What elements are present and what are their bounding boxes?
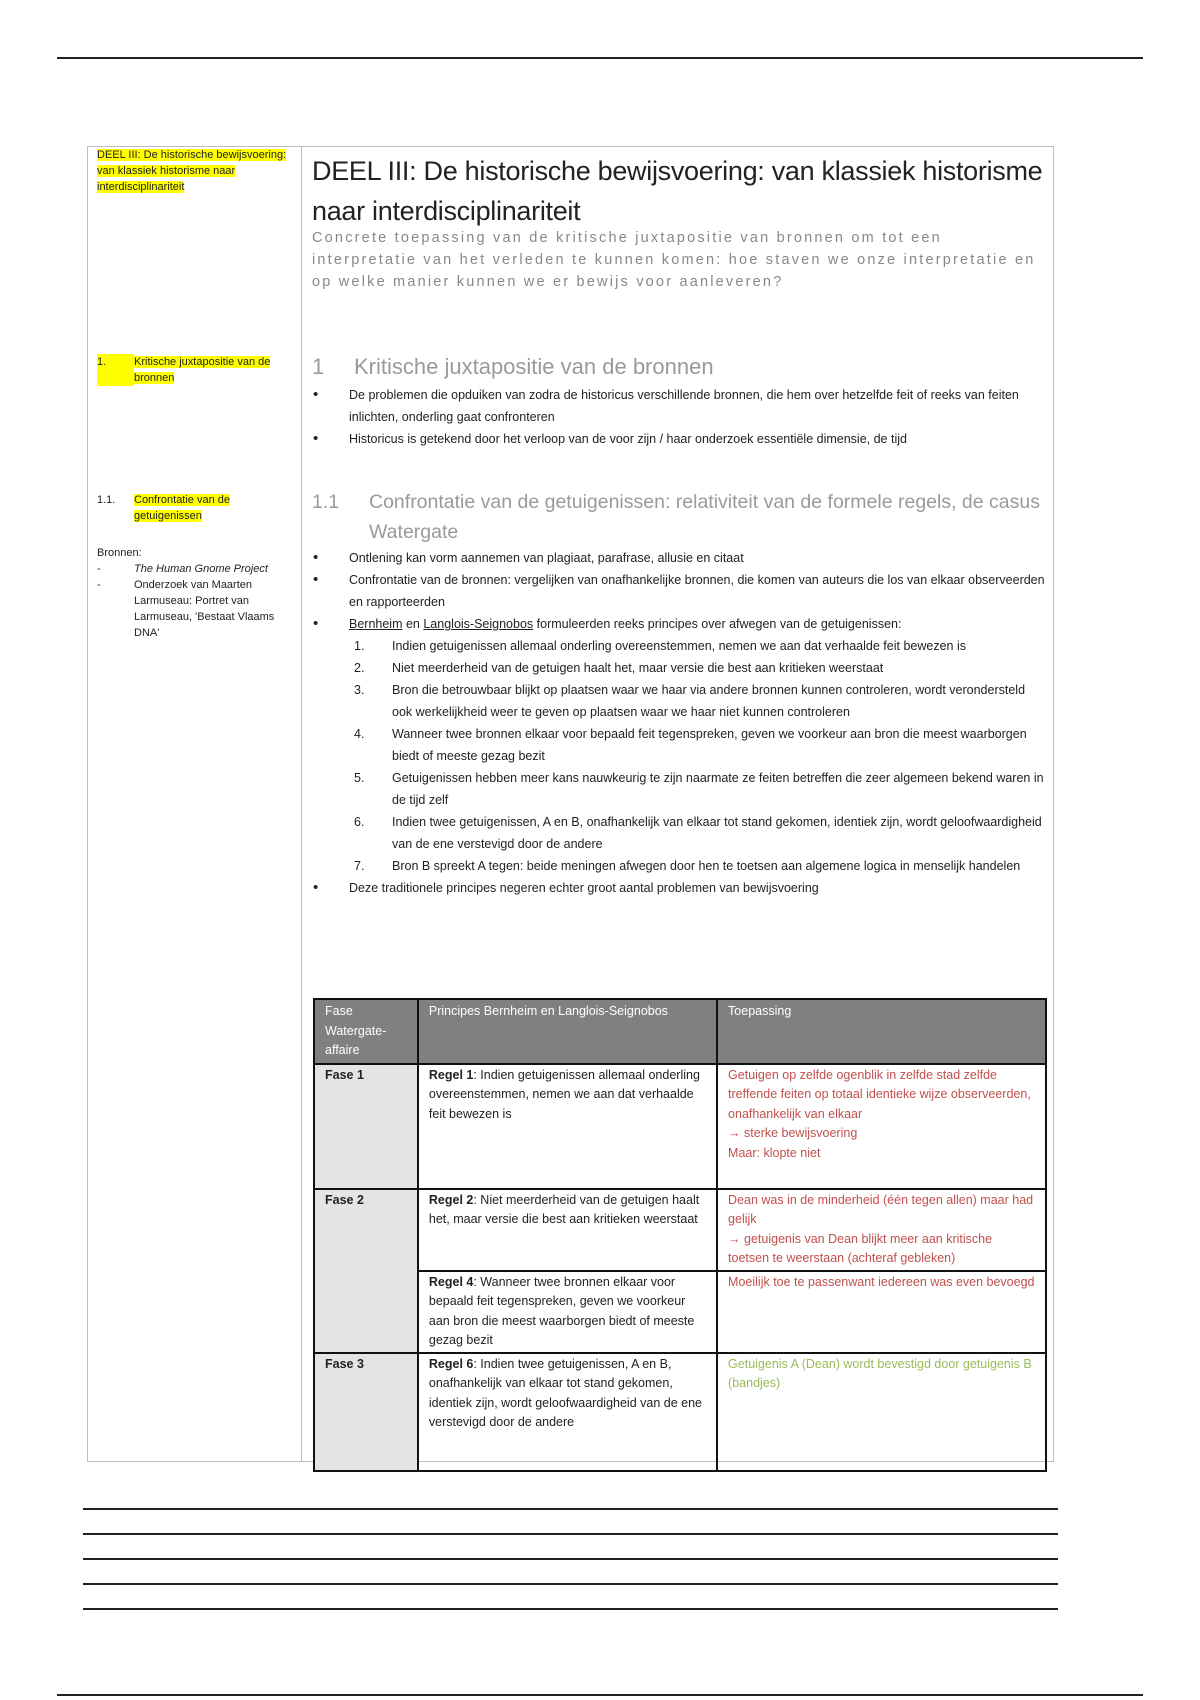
heading-2-bullets: [312, 547, 1045, 899]
rule-item: [312, 767, 1045, 811]
rule-cell: [418, 1271, 717, 1353]
summary-line: [83, 1508, 1058, 1510]
page-title: DEEL III: De historische bewijsvoering: van klassiek historisme naar interdisciplinariteit: [312, 156, 1043, 226]
application-cell: [717, 1189, 1046, 1271]
cue-column: [88, 147, 302, 1461]
cue-source-item: [97, 561, 287, 577]
rule-cell: [418, 1353, 717, 1471]
cue-source-item: [97, 577, 287, 641]
rule-cell: [418, 1189, 717, 1271]
fase-cell: Fase 3: [314, 1353, 418, 1471]
table-row: [314, 1064, 1046, 1189]
cue-section-1-1: [97, 492, 287, 524]
rule-text: Bron B spreekt A tegen: beide meningen afwegen door hen te toetsen aan algemene logica in menselijk handelen: [392, 859, 1021, 873]
application-cell: Moeilijk toe te passenwant iedereen was even bevoegd: [717, 1271, 1046, 1353]
author-bernheim: Bernheim: [349, 617, 403, 631]
rule-item: [312, 635, 1045, 657]
rule-number: 6.: [354, 815, 365, 829]
rule-label: Regel 6: [428, 1356, 474, 1371]
principles-intro: formuleerden reeks principes over afwegen van de getuigenissen:: [533, 617, 902, 631]
rule-text: Indien twee getuigenissen, A en B, onafhankelijk van elkaar tot stand gekomen, identiek zijn, wordt geloofwaardigheid van de ene verstevigd door de andere: [392, 815, 1042, 851]
rule-label: Regel 4: [428, 1274, 474, 1289]
heading-2-number: 1.1: [312, 491, 340, 513]
notes-frame: [87, 146, 1054, 1462]
rule-item: [312, 679, 1045, 723]
application-cell: Getuigenis A (Dean) wordt bevestigd door getuigenis B (bandjes): [717, 1353, 1046, 1471]
rule-number: 7.: [354, 859, 365, 873]
rule-number: 1.: [354, 639, 365, 653]
cue-source-text: The Human Gnome Project: [134, 563, 268, 575]
summary-line: [83, 1583, 1058, 1585]
application-line: Maar: klopte niet: [728, 1145, 821, 1160]
rule-number: 5.: [354, 771, 365, 785]
application-cell: [717, 1064, 1046, 1189]
rules-list: [312, 635, 1045, 877]
rule-number: 4.: [354, 727, 365, 741]
rule-item: [312, 855, 1045, 877]
cue-sources: [97, 545, 287, 641]
heading-1-number: 1: [312, 354, 325, 379]
heading-1: [312, 352, 714, 382]
rule-item: [312, 723, 1045, 767]
author-joiner: en: [402, 617, 424, 631]
rule-item: [312, 811, 1045, 855]
top-rule: [57, 57, 1143, 59]
rule-cell-text: : Wanneer twee bronnen elkaar voor bepaald feit tegenspreken, geven we voorkeur aan bron die meest waarborgen biedt of meeste gezag bezit: [428, 1274, 695, 1347]
bullet-item: • De problemen die opduiken van zodra de historicus verschillende bronnen, die hem over hetzelfde feit of reeks van feiten inlichten, onderling gaat confronteren: [312, 384, 1045, 428]
bottom-rule: [57, 1694, 1143, 1696]
rule-cell: [418, 1064, 717, 1189]
cue-section-1-number: 1.: [97, 354, 134, 386]
rule-text: Bron die betrouwbaar blijkt op plaatsen waar we haar via andere bronnen kunnen controleren, wordt verondersteld ook werkelijkheid weer te geven op plaatsen waar we haar niet kunnen controleren: [392, 683, 1026, 719]
cue-part-title-text: DEEL III: De historische bewijsvoering: van klassiek historisme naar interdisciplinariteit: [97, 149, 287, 193]
cue-source-text: Onderzoek van Maarten Larmuseau: Portret van Larmuseau, 'Bestaat Vlaams DNA': [134, 579, 275, 639]
heading-1-bullets: [312, 384, 1045, 450]
application-line: Getuigen op zelfde ogenblik in zelfde stad zelfde treffende feiten op totaal identieke wijze observeerden, onafhankelijk van elkaar: [728, 1067, 1031, 1121]
header-toepassing: Toepassing: [717, 999, 1046, 1064]
heading-2: [312, 487, 1045, 547]
bullet-item: • Historicus is getekend door het verloop van de voor zijn / haar onderzoek essentiële dimensie, de tijd: [312, 428, 1045, 450]
fase-cell: Fase 2: [314, 1189, 418, 1353]
bullet-item: • Confrontatie van de bronnen: vergelijken van onafhankelijke bronnen, die komen van auteurs die los van elkaar observeerden en rapporteerden: [312, 569, 1045, 613]
bullet-item-principles: [312, 613, 1045, 877]
page-subtitle: Concrete toepassing van de kritische juxtapositie van bronnen om tot een interpretatie van het verleden te kunnen komen: hoe staven we onze interpretatie en op welke manier kunnen we er bewijs voor aanleveren?: [312, 230, 1036, 290]
header-fase: Fase Watergate-affaire: [314, 999, 418, 1064]
application-line: → sterke bewijsvoering: [728, 1126, 858, 1140]
heading-2-text: Confrontatie van de getuigenissen: relativiteit van de formele regels, de casus Watergate: [369, 491, 1040, 543]
rule-text: Getuigenissen hebben meer kans nauwkeurig te zijn naarmate ze feiten betreffen die zeer algemeen bekend waren in de tijd zelf: [392, 771, 1044, 807]
rule-text: Wanneer twee bronnen elkaar voor bepaald feit tegenspreken, geven we voorkeur aan bron die meest waarborgen biedt of meeste gezag bezit: [392, 727, 1027, 763]
header-principes: Principes Bernheim en Langlois-Seignobos: [418, 999, 717, 1064]
cue-part-title: [97, 147, 287, 195]
application-line: Dean was in de minderheid (één tegen allen) maar had gelijk: [728, 1192, 1034, 1226]
heading-1-text: Kritische juxtapositie van de bronnen: [354, 354, 714, 379]
table-row: [314, 1271, 1046, 1353]
rule-label: Regel 1: [428, 1067, 474, 1082]
watergate-table: [313, 998, 1047, 1472]
rule-cell-text: : Niet meerderheid van de getuigen haalt het, maar versie die best aan kritieken weerstaat: [428, 1192, 700, 1226]
bullet-item: • Ontlening kan vorm aannemen van plagiaat, parafrase, allusie en citaat: [312, 547, 1045, 569]
summary-line: [83, 1608, 1058, 1610]
author-langlois-seignobos: Langlois-Seignobos: [423, 617, 534, 631]
rule-text: Niet meerderheid van de getuigen haalt het, maar versie die best aan kritieken weerstaat: [392, 661, 884, 675]
cue-section-1-text: Kritische juxtapositie van de bronnen: [134, 356, 271, 384]
table-header-row: [314, 999, 1046, 1064]
rule-item: [312, 657, 1045, 679]
rule-number: 3.: [354, 683, 365, 697]
cue-sources-heading: Bronnen:: [97, 547, 142, 559]
table-row: [314, 1189, 1046, 1271]
rule-number: 2.: [354, 661, 365, 675]
rule-cell-text: : Indien twee getuigenissen, A en B, onafhankelijk van elkaar tot stand gekomen, identiek zijn, wordt geloofwaardigheid van de ene verstevigd door de andere: [428, 1356, 702, 1429]
rule-cell-text: : Indien getuigenissen allemaal onderling overeenstemmen, nemen we aan dat verhaalde feit bewezen is: [428, 1067, 700, 1121]
summary-line: [83, 1533, 1058, 1535]
rule-label: Regel 2: [428, 1192, 474, 1207]
cue-section-1: [97, 354, 287, 386]
bullet-item: • Deze traditionele principes negeren echter groot aantal problemen van bewijsvoering: [312, 877, 1045, 899]
summary-line: [83, 1558, 1058, 1560]
application-line: → getuigenis van Dean blijkt meer aan kritische toetsen te weerstaan (achteraf gebleken): [728, 1231, 993, 1265]
table-row: [314, 1353, 1046, 1471]
rule-text: Indien getuigenissen allemaal onderling overeenstemmen, nemen we aan dat verhaalde feit bewezen is: [392, 639, 966, 653]
fase-cell: Fase 1: [314, 1064, 418, 1189]
cue-source-marker: -: [97, 579, 101, 591]
cue-section-1-1-number: 1.1.: [97, 494, 116, 506]
cue-section-1-1-text: Confrontatie van de getuigenissen: [134, 494, 231, 522]
cue-source-marker: -: [97, 563, 101, 575]
